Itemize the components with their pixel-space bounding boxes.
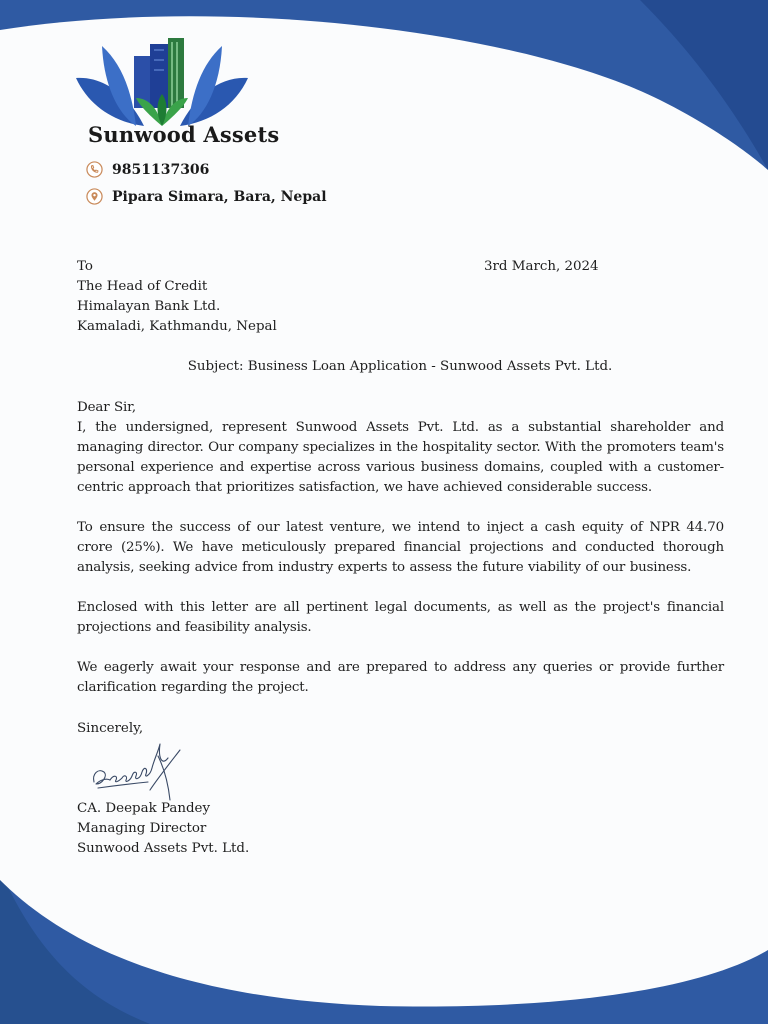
phone-contact: [86, 161, 209, 178]
signer-company: Sunwood Assets Pvt. Ltd.: [77, 841, 250, 856]
recipient-organization: Himalayan Bank Ltd.: [77, 299, 221, 314]
address-text: Pipara Simara, Bara, Nepal: [112, 188, 327, 205]
to-label: To: [77, 259, 93, 274]
letter-body: [77, 398, 724, 718]
lotus-buildings-logo: [74, 36, 250, 128]
recipient-address: Kamaladi, Kathmandu, Nepal: [77, 319, 277, 334]
body-paragraph: Enclosed with this letter are all pertinent legal documents, as well as the project's financial projections and feasibility analysis.: [77, 600, 724, 635]
signer-name: CA. Deepak Pandey: [77, 801, 211, 816]
body-paragraph: To ensure the success of our latest venture, we intend to inject a cash equity of NPR 44.70 crore (25%). We have meticulously prepared financial projections and conducted thorough analysis, seeking advice from industry experts to assess the future viability of our business.: [77, 520, 724, 575]
body-paragraph: I, the undersigned, represent Sunwood Assets Pvt. Ltd. as a substantial shareholder and managing director. Our company specializes in the hospitality sector. With the promoters team's personal experience and expertise across various business domains, coupled with a customer-centric approach that prioritizes satisfaction, we have achieved considerable success.: [77, 420, 724, 495]
recipient-title: The Head of Credit: [77, 279, 208, 294]
handwritten-signature: [88, 738, 184, 804]
address-contact: [86, 188, 327, 205]
letter-date: 3rd March, 2024: [484, 259, 599, 274]
phone-number: 9851137306: [112, 161, 210, 178]
closing: Sincerely,: [77, 721, 144, 736]
greeting: Dear Sir,: [77, 400, 136, 415]
letter-subject: Subject: Business Loan Application - Sunwood Assets Pvt. Ltd.: [187, 359, 613, 374]
company-name: Sunwood Assets: [88, 122, 280, 147]
body-paragraph: We eagerly await your response and are prepared to address any queries or provide further clarification regarding the project.: [77, 660, 724, 695]
location-pin-icon: [86, 188, 103, 205]
phone-icon: [86, 161, 103, 178]
signer-title: Managing Director: [77, 821, 207, 836]
recipient-block: [77, 257, 277, 337]
signer-block: [77, 799, 249, 859]
